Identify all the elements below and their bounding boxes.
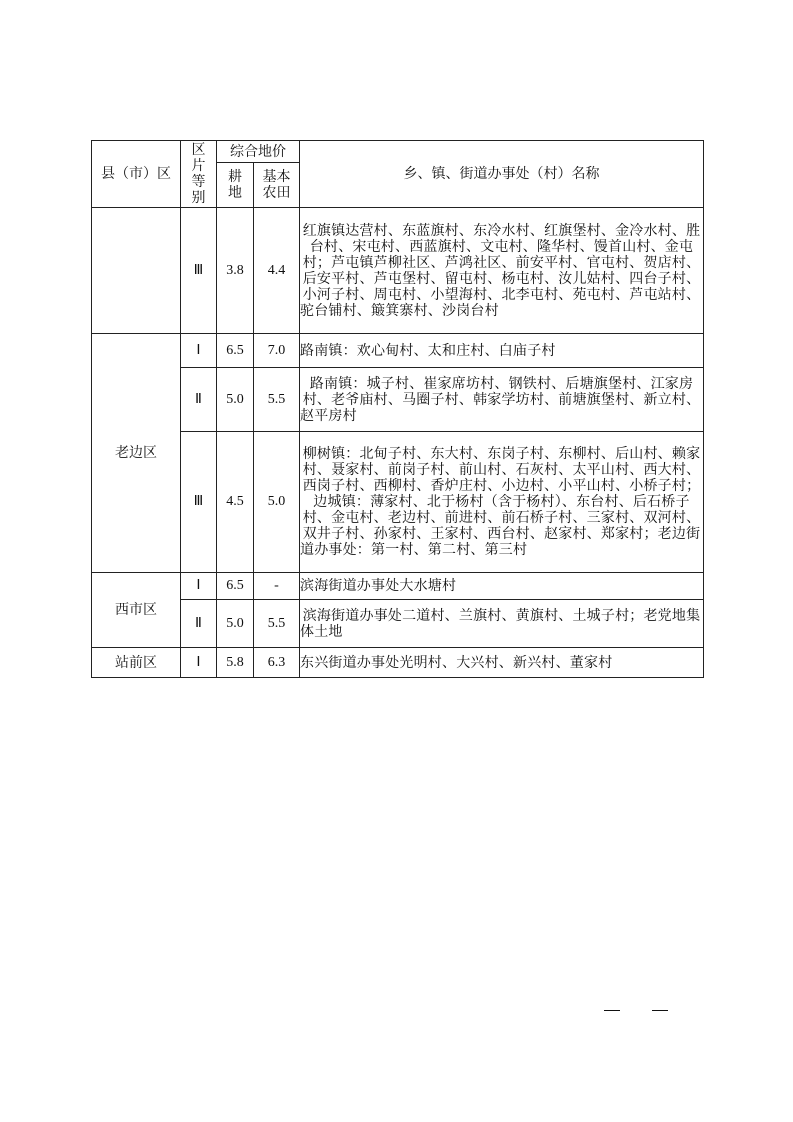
names-cell: 滨海街道办事处二道村、兰旗村、黄旗村、土城子村；老党地集体土地 — [300, 600, 704, 648]
page-number-dash-left — [604, 1010, 620, 1011]
grade-cell: Ⅰ — [181, 334, 217, 368]
header-farmland: 耕 地 — [217, 163, 254, 208]
header-price-group: 综合地价 — [217, 141, 300, 163]
names-cell: 柳树镇：北甸子村、东大村、东岗子村、东柳村、后山村、赖家村、聂家村、前岗子村、前山村、石灰村、太平山村、西大村、西岗子村、西柳村、香炉庄村、小边村、小平山村、小桥子村；边城镇：薄家村、北于杨村（含于杨村）、东台村、后石桥子村、金屯村、老边村、前进村、前石桥子村、三家村、双河村、双井子村、孙家村、王家村、西台村、赵家村、郑家村；老边街道办事处：第一村、第二村、第三村 — [300, 432, 704, 573]
table-row — [92, 648, 704, 678]
page-number-dash-right — [652, 1010, 668, 1011]
names-cell: 路南镇：城子村、崔家席坊村、钢铁村、后塘旗堡村、江家房村、老爷庙村、马圈子村、韩家学坊村、前塘旗堡村、新立村、赵平房村 — [300, 368, 704, 432]
farmland-price-cell: 6.5 — [217, 334, 254, 368]
county-cell-zhanqian: 站前区 — [92, 648, 181, 678]
basic-farmland-price-cell: 4.4 — [254, 208, 300, 334]
land-price-table — [91, 140, 704, 678]
grade-cell: Ⅰ — [181, 573, 217, 600]
farmland-price-cell: 5.0 — [217, 368, 254, 432]
basic-farmland-price-cell: 7.0 — [254, 334, 300, 368]
table-row — [92, 334, 704, 368]
names-cell: 路南镇：欢心甸村、太和庄村、白庙子村 — [300, 334, 704, 368]
table-row — [92, 208, 704, 334]
county-cell-blank — [92, 208, 181, 334]
names-cell: 滨海街道办事处大水塘村 — [300, 573, 704, 600]
farmland-price-cell: 5.8 — [217, 648, 254, 678]
county-cell-xishi: 西市区 — [92, 573, 181, 648]
header-names: 乡、镇、街道办事处（村）名称 — [300, 141, 704, 208]
farmland-price-cell: 4.5 — [217, 432, 254, 573]
table-row — [92, 573, 704, 600]
table-row — [92, 432, 704, 573]
farmland-price-cell: 3.8 — [217, 208, 254, 334]
names-cell: 红旗镇达营村、东蓝旗村、东冷水村、红旗堡村、金冷水村、胜台村、宋屯村、西蓝旗村、文屯村、隆华村、馒首山村、金屯村；芦屯镇芦柳社区、芦鸿社区、前安平村、官屯村、贺店村、后安平村、芦屯堡村、留屯村、杨屯村、汝儿姑村、四台子村、小河子村、周屯村、小望海村、北李屯村、苑屯村、芦屯站村、驼台铺村、簸箕寨村、沙岗台村 — [300, 208, 704, 334]
farmland-price-cell: 5.0 — [217, 600, 254, 648]
basic-farmland-price-cell: 6.3 — [254, 648, 300, 678]
grade-cell: Ⅰ — [181, 648, 217, 678]
header-grade: 区 片 等 别 — [181, 141, 217, 208]
table-row — [92, 368, 704, 432]
grade-cell: Ⅱ — [181, 368, 217, 432]
county-cell-laobian: 老边区 — [92, 334, 181, 573]
grade-cell: Ⅲ — [181, 432, 217, 573]
basic-farmland-price-cell: 5.0 — [254, 432, 300, 573]
grade-cell: Ⅱ — [181, 600, 217, 648]
basic-farmland-price-cell: - — [254, 573, 300, 600]
header-row-1 — [92, 141, 704, 163]
header-basic-farmland: 基本 农田 — [254, 163, 300, 208]
table-row — [92, 600, 704, 648]
basic-farmland-price-cell: 5.5 — [254, 600, 300, 648]
header-county: 县（市）区 — [92, 141, 181, 208]
grade-cell: Ⅲ — [181, 208, 217, 334]
basic-farmland-price-cell: 5.5 — [254, 368, 300, 432]
farmland-price-cell: 6.5 — [217, 573, 254, 600]
names-cell: 东兴街道办事处光明村、大兴村、新兴村、董家村 — [300, 648, 704, 678]
